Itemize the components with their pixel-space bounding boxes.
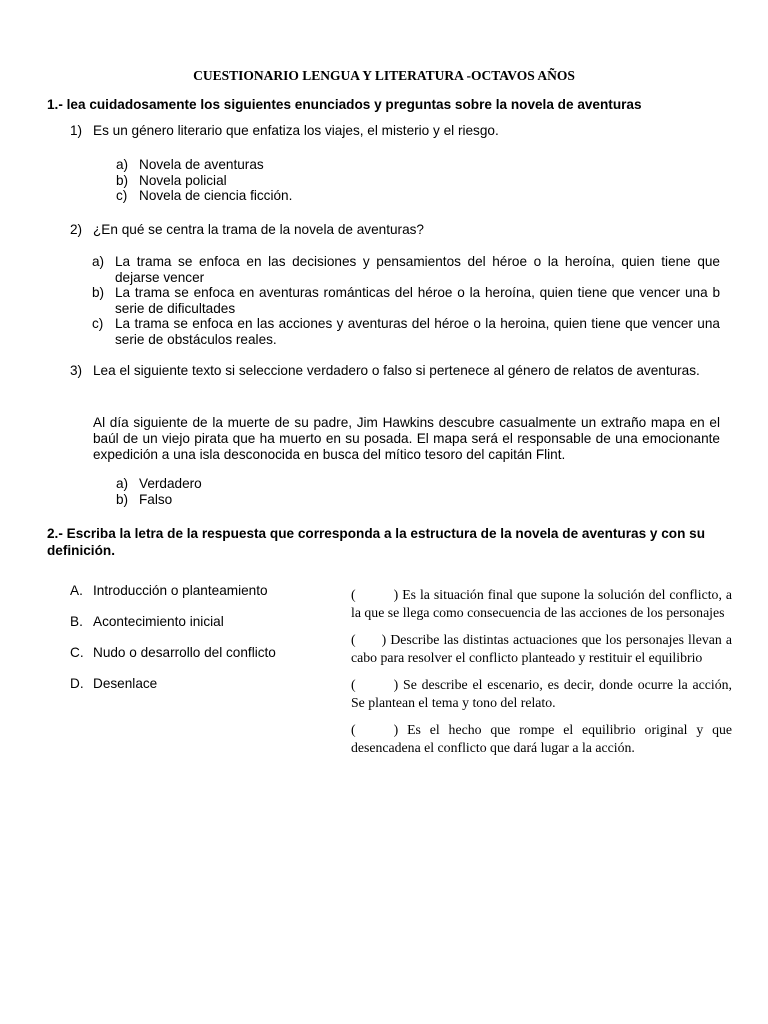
question-text: Es un género literario que enfatiza los viajes, el misterio y el riesgo. (93, 123, 499, 138)
structure-letter: C. (70, 645, 84, 660)
option (116, 188, 744, 204)
answer-blank-close: ) (393, 677, 399, 692)
question-number: 2) (70, 222, 83, 237)
option (116, 476, 744, 492)
answer-blank-open: ( (351, 632, 356, 647)
option (92, 254, 720, 285)
option-text: La trama se enfoca en las acciones y aventuras del héroe o la heroina, quien tiene que vencer una serie de obstáculos reales. (115, 316, 720, 347)
question-text: ¿En qué se centra la trama de la novela de aventuras? (93, 222, 424, 237)
question-1-options (116, 157, 744, 204)
option (92, 285, 720, 316)
option (92, 316, 720, 347)
option-letter: b) (116, 172, 129, 188)
option-letter: c) (92, 316, 104, 331)
definition-item (351, 676, 732, 712)
structure-text: Desenlace (93, 676, 158, 691)
definitions-list (351, 586, 732, 766)
option-letter: a) (116, 476, 129, 491)
structure-text: Introducción o planteamiento (93, 583, 268, 598)
question-1 (70, 123, 720, 139)
question-2 (70, 222, 720, 238)
definition-text: Es el hecho que rompe el equilibrio original y que desencadena el conflicto que dará lugar a la acción. (351, 722, 732, 755)
question-3-options (116, 476, 744, 507)
reading-passage: Al día siguiente de la muerte de su padre, Jim Hawkins descubre casualmente un extraño mapa en el baúl de un viejo pirata que ha muerto en su posada. El mapa será el responsable de una emocionante expedición a una isla desconocida en busca del mítico tesoro del capitán Flint. (93, 415, 720, 462)
definition-text: Es la situación final que supone la solución del conflicto, a la que se llega como consecuencia de las acciones de los personajes (351, 587, 732, 620)
option-text: La trama se enfoca en aventuras románticas del héroe o la heroína, quien tiene que vencer una b serie de dificultades (115, 285, 720, 316)
structure-letter: A. (70, 583, 83, 598)
answer-blank-open: ( (351, 587, 356, 602)
option-letter: a) (116, 157, 129, 172)
option (116, 173, 744, 189)
question-number: 1) (70, 123, 83, 138)
option-letter: b) (92, 285, 105, 300)
option-text: Novela de aventuras (139, 157, 264, 172)
option-text: Falso (139, 491, 173, 507)
definition-text: Describe las distintas actuaciones que los personajes llevan a cabo para resolver el conflicto planteado y restituir el equilibrio (351, 632, 732, 665)
structure-text: Nudo o desarrollo del conflicto (93, 645, 276, 660)
section-1-heading: 1.- lea cuidadosamente los siguientes enunciados y preguntas sobre la novela de aventuras (47, 97, 642, 112)
option-letter: c) (116, 188, 128, 203)
option-letter: a) (92, 254, 105, 269)
section-2-heading: 2.- Escriba la letra de la respuesta que corresponda a la estructura de la novela de aventuras y con su definición. (47, 526, 706, 558)
option-text: Novela de ciencia ficción. (139, 188, 293, 203)
definition-item (351, 631, 732, 667)
answer-blank-close: ) (393, 722, 399, 737)
definition-item (351, 721, 732, 757)
question-text: Lea el siguiente texto si seleccione verdadero o falso si pertenece al género de relatos de aventuras. (93, 363, 700, 378)
option-text: Verdadero (139, 476, 202, 491)
structure-letter: D. (70, 676, 84, 691)
question-number: 3) (70, 363, 83, 378)
question-2-options (92, 254, 720, 347)
answer-blank-open: ( (351, 677, 356, 692)
question-3 (70, 363, 720, 379)
option (116, 157, 744, 173)
answer-blank-open: ( (351, 722, 356, 737)
document-title: CUESTIONARIO LENGUA Y LITERATURA -OCTAVOS AÑOS (193, 68, 575, 83)
structure-text: Acontecimiento inicial (93, 614, 224, 629)
option (116, 492, 744, 508)
option-letter: b) (116, 491, 129, 507)
definition-text: Se describe el escenario, es decir, donde ocurre la acción, Se plantean el tema y tono del relato. (351, 677, 733, 710)
definition-item (351, 586, 732, 622)
structure-letter: B. (70, 614, 83, 629)
option-text: La trama se enfoca en las decisiones y pensamientos del héroe o la heroína, quien tiene que dejarse vencer (115, 254, 720, 285)
option-text: Novela policial (139, 172, 227, 188)
answer-blank-close: ) (381, 632, 387, 647)
answer-blank-close: ) (393, 587, 399, 602)
